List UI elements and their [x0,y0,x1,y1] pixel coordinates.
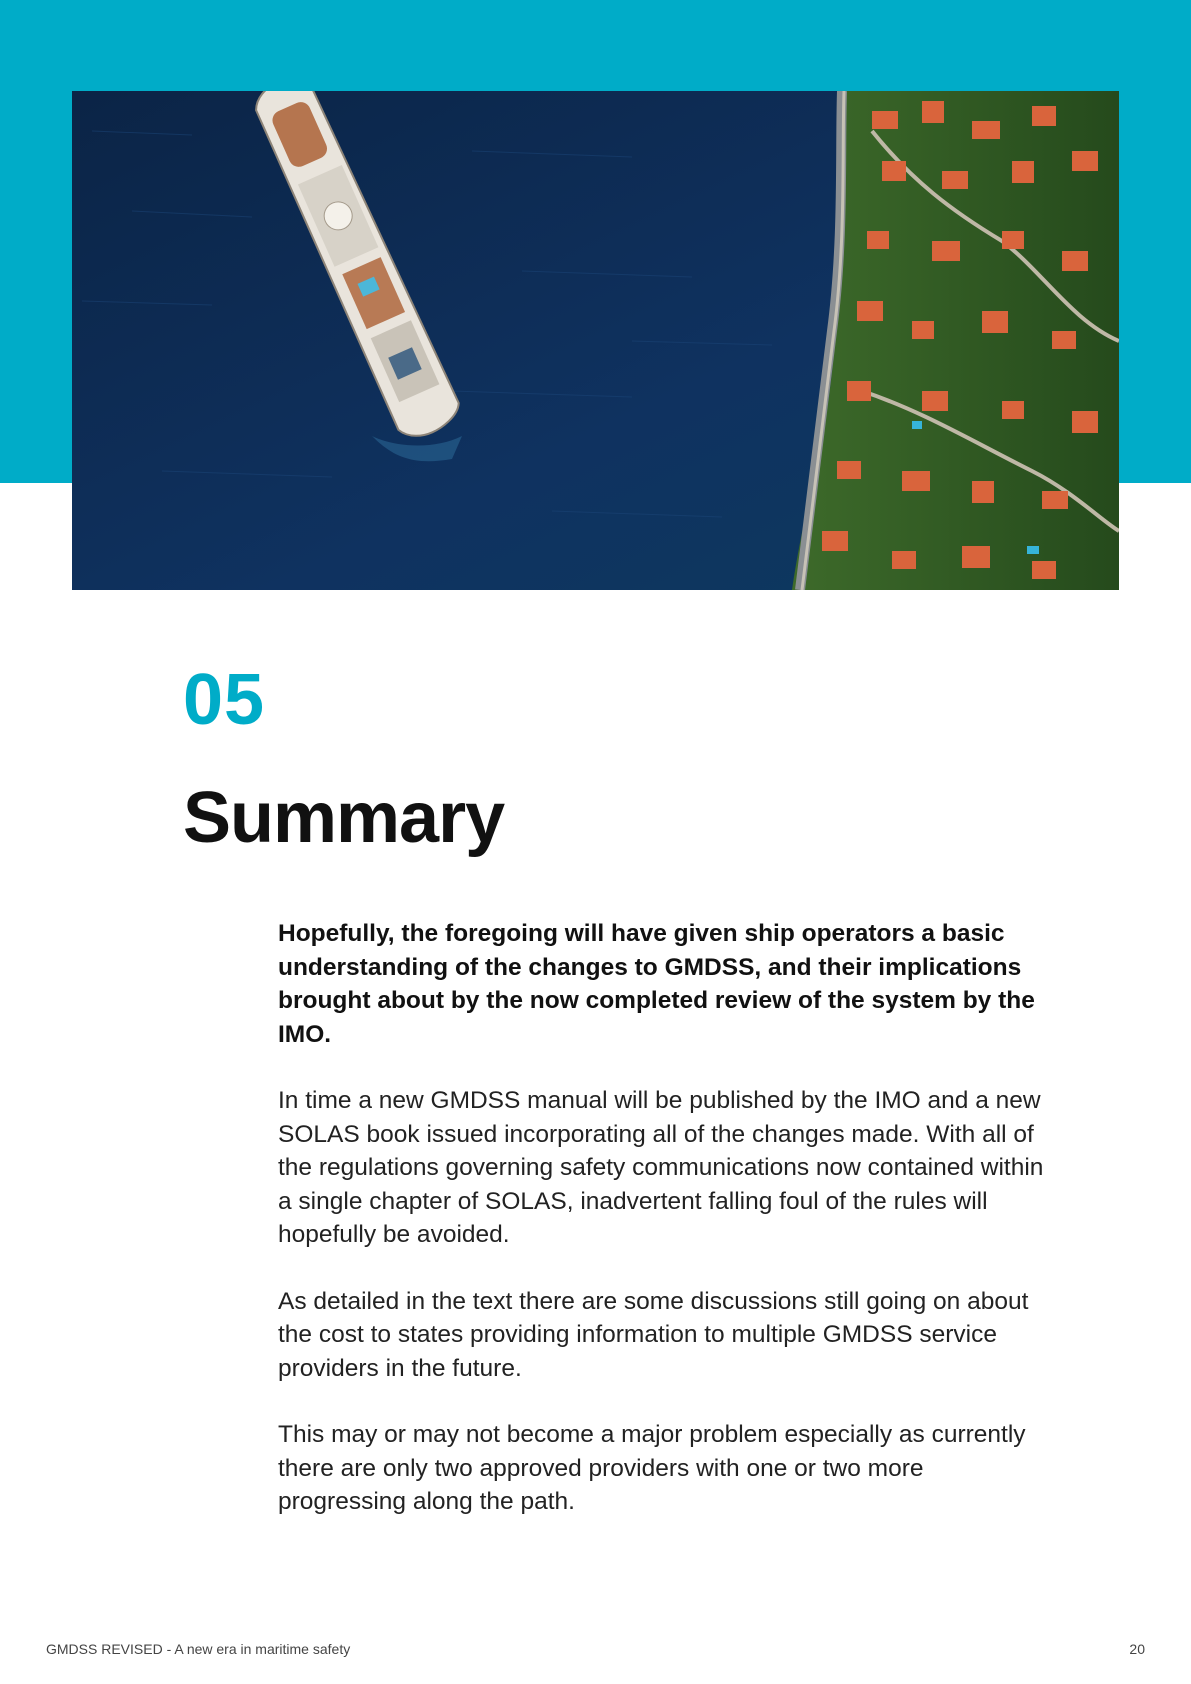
body-paragraph: This may or may not become a major problem especially as currently there are only two approved providers with one or two more progressing along the path. [278,1421,1026,1515]
section-number: 05 [183,660,266,740]
lead-paragraph: Hopefully, the foregoing will have given ship operators a basic understanding of the changes to GMDSS, and their implications brought about by the now completed review of the system by the IMO. [278,920,1035,1048]
summary-body [278,917,1048,1552]
body-paragraph: In time a new GMDSS manual will be published by the IMO and a new SOLAS book issued incorporating all of the changes made. With all of the regulations governing safety communications now contained within a single chapter of SOLAS, inadvertent falling foul of the rules will hopefully be avoided. [278,1087,1044,1248]
footer-page-number: 20 [1129,1641,1145,1657]
section-title: Summary [183,778,505,858]
cruise-ship-aerial-photo-icon [72,91,1119,590]
body-paragraph: As detailed in the text there are some discussions still going on about the cost to states providing information to multiple GMDSS service providers in the future. [278,1287,1029,1382]
hero-photo [72,91,1119,590]
footer-document-title: GMDSS REVISED - A new era in maritime safety [46,1641,351,1657]
